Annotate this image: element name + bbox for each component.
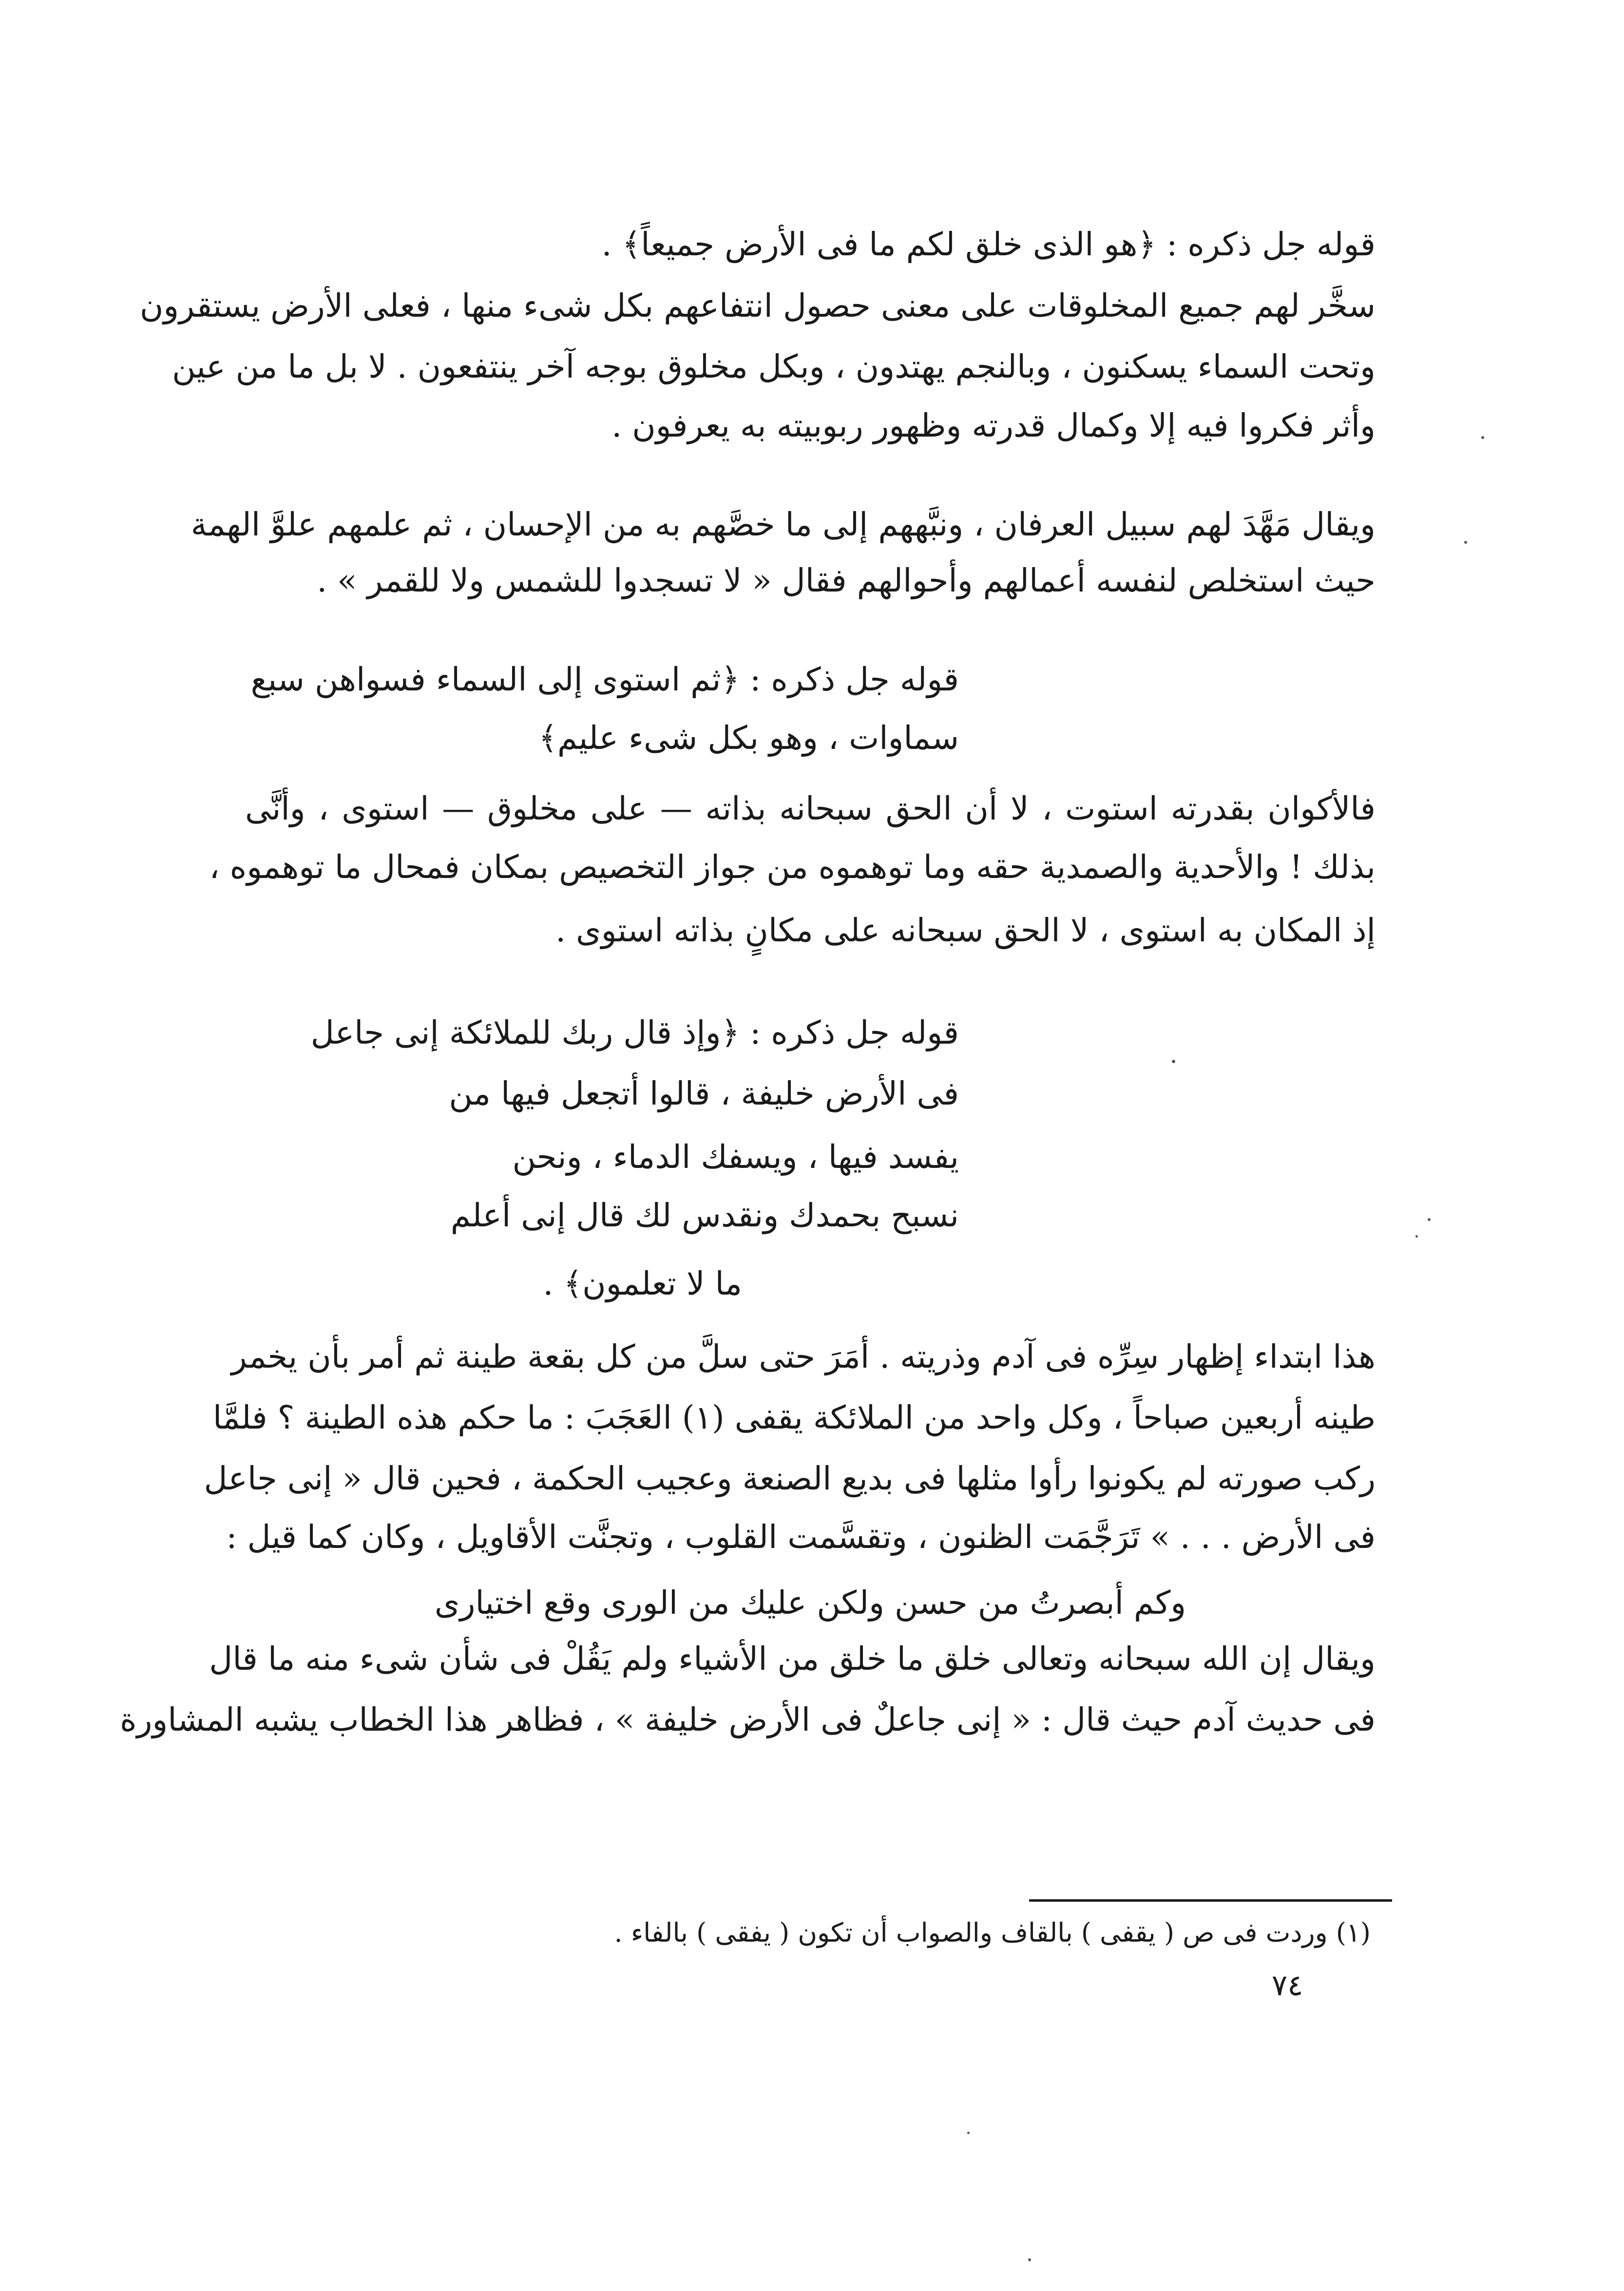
body-line: هذا ابتداء إظهار سِرِّه فى آدم وذريته . أمَرَ حتى سلَّ من كل بقعة طينة ثم أمر بأن يخمر [231,1338,1376,1375]
body-line: وأثر فكروا فيه إلا وكمال قدرته وظهور ربوبيته به يعرفون . [611,407,1376,444]
verse-heading: قوله جل ذكره : ﴿وإذ قال ربك للملائكة إنى جاعل [310,1014,959,1051]
body-line: حيث استخلص لنفسه أعمالهم وأحوالهم فقال « لا تسجدوا للشمس ولا للقمر » . [317,562,1376,599]
body-line: وتحت السماء يسكنون ، وبالنجم يهتدون ، وبكل مخلوق بوجه آخر ينتفعون . لا بل ما من عين [172,348,1376,385]
scan-speck [1481,436,1484,439]
verse-heading: فى الأرض خليفة ، قالوا أتجعل فيها من [449,1075,959,1112]
footnote: (١) وردت فى ص ( يقفى ) بالقاف والصواب أن تكون ( يفقى ) بالفاء . [614,1917,1371,1948]
verse-heading: سماوات ، وهو بكل شىء عليم﴾ [538,719,959,757]
body-line: طينه أربعين صباحاً ، وكل واحد من الملائكة يقفى (١) العَجَبَ : ما حكم هذه الطينة ؟ فلمَّا [212,1399,1376,1436]
scan-speck [1428,1218,1431,1221]
verse-heading: نسبح بحمدك ونقدس لك قال إنى أعلم [450,1197,959,1234]
body-line: ويقال مَهَّدَ لهم سبيل العرفان ، ونبَّههم إلى ما خصَّهم به من الإحسان ، ثم علمهم علوَّ الهمة [191,506,1376,543]
scan-speck [1464,541,1467,544]
body-line: فى حديث آدم حيث قال : « إنى جاعلٌ فى الأرض خليفة » ، فظاهر هذا الخطاب يشبه المشاورة [119,1701,1376,1738]
page-number: ٧٤ [1272,1968,1303,2003]
body-line: ركب صورته لم يكونوا رأوا مثلها فى بديع الصنعة وعجيب الحكمة ، فحين قال « إنى جاعل [204,1460,1376,1497]
scan-speck [967,2132,970,2134]
footnote-divider [1029,1899,1392,1902]
scan-speck [1415,1235,1418,1238]
scan-speck [1028,2258,1031,2261]
body-line: سخَّر لهم جميع المخلوقات على معنى حصول انتفاعهم بكل شىء منها ، فعلى الأرض يستقرون [139,287,1376,325]
verse-heading: قوله جل ذكره : ﴿هو الذى خلق لكم ما فى الأرض جميعاً﴾ . [601,226,1376,263]
verse-heading: قوله جل ذكره : ﴿ثم استوى إلى السماء فسواهن سبع [250,661,959,698]
verse-heading: يفسد فيها ، ويسفك الدماء ، ونحن [512,1138,959,1176]
body-line: فى الأرض . . . » تَرَجَّمَت الظنون ، وتقسَّمت القلوب ، وتجنَّت الأقاويل ، وكان كما قيل : [226,1518,1376,1556]
poetry-verse: وكم أبصرتُ من حسن ولكن عليك من الورى وقع اختيارى [434,1584,1186,1622]
body-line: إذ المكان به استوى ، لا الحق سبحانه على مكانٍ بذاته استوى . [555,912,1376,949]
body-line: فالأكوان بقدرته استوت ، لا أن الحق سبحانه بذاته — على مخلوق — استوى ، وأنَّى [245,790,1376,827]
scan-speck [1172,1060,1175,1063]
body-line: ويقال إن الله سبحانه وتعالى خلق ما خلق من الأشياء ولم يَقُلْ فى شأن شىء منه ما قال [209,1640,1376,1678]
verse-heading: ما لا تعلمون﴾ . [543,1265,742,1302]
body-line: بذلك ! والأحدية والصمدية حقه وما توهموه من جواز التخصيص بمكان فمحال ما توهموه ، [209,848,1376,886]
